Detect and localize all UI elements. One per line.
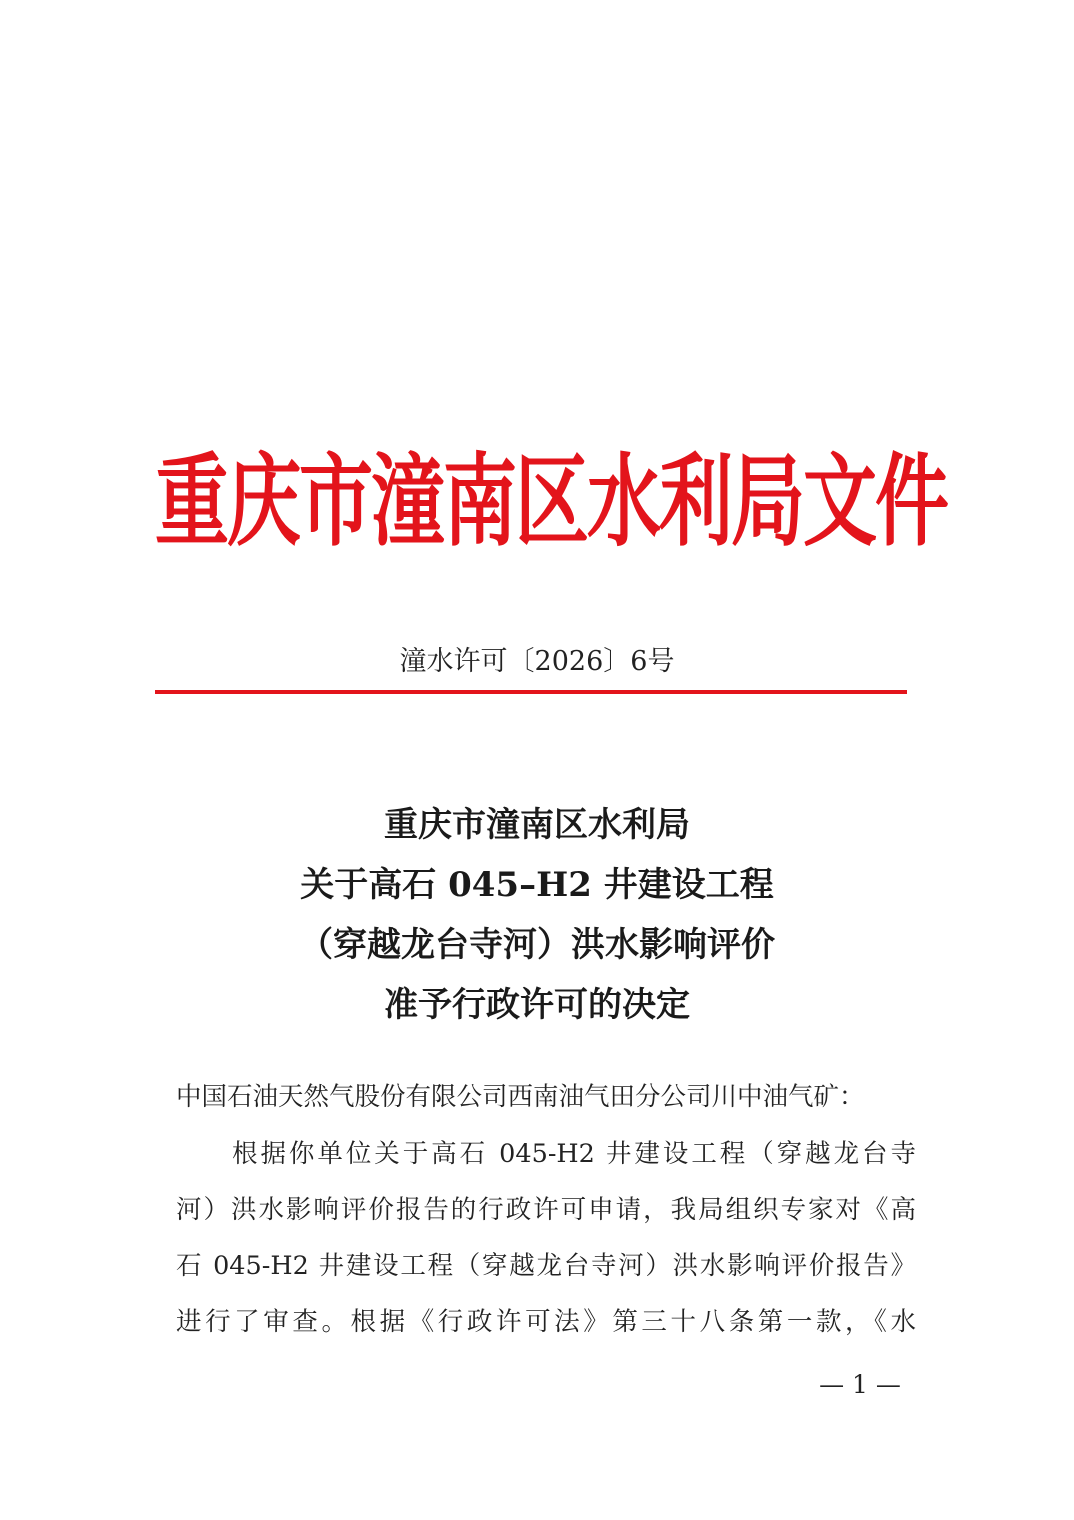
- recipient-line: 中国石油天然气股份有限公司西南油气田分公司川中油气矿：: [176, 1082, 865, 1112]
- document-title: [0, 795, 1074, 1035]
- title-line: 重庆市潼南区水利局: [384, 805, 690, 845]
- body-text-line: 河）洪水影响评价报告的行政许可申请，我局组织专家对《高: [176, 1195, 916, 1225]
- header-red-divider: [155, 690, 907, 694]
- title-line: 准予行政许可的决定: [384, 985, 690, 1025]
- issuer-header-title: 重庆市潼南区水利局文件: [155, 443, 947, 561]
- document-number: 潼水许可〔2026〕6号: [399, 646, 675, 677]
- title-line: （穿越龙台寺河）洪水影响评价: [299, 925, 775, 965]
- body-text-line: 石 045-H2 井建设工程（穿越龙台寺河）洪水影响评价报告》: [176, 1251, 916, 1281]
- body-text-line: 进行了审查。根据《行政许可法》第三十八条第一款，《水: [176, 1307, 916, 1337]
- title-line: 关于高石 045–H2 井建设工程: [300, 865, 774, 905]
- body-text-line: 根据你单位关于高石 045-H2 井建设工程（穿越龙台寺: [232, 1139, 916, 1169]
- page-number: — 1 —: [819, 1370, 901, 1399]
